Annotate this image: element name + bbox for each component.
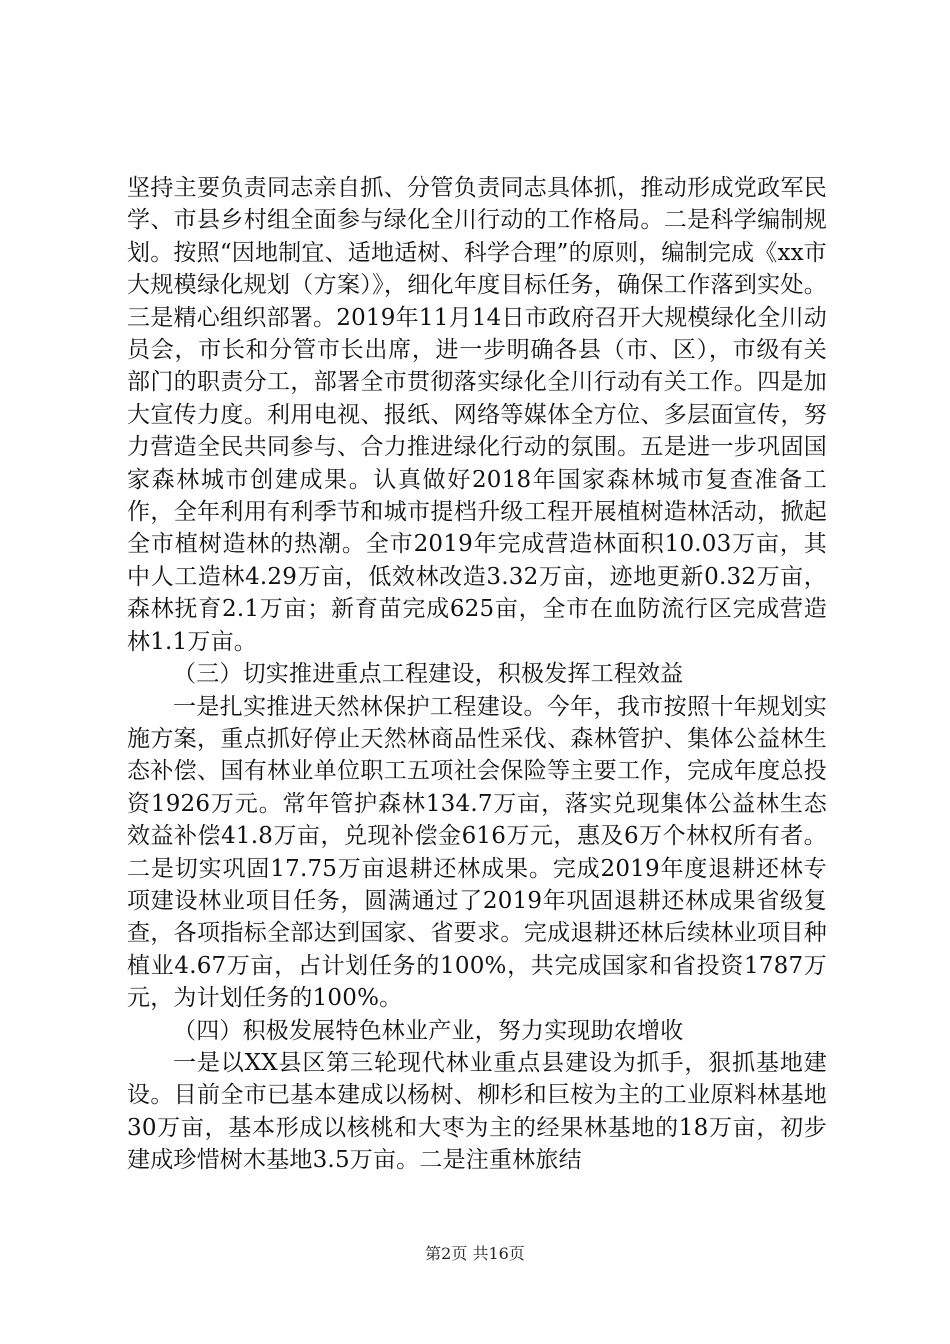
- section-heading-3: （三）切实推进重点工程建设，积极发挥工程效益: [173, 661, 684, 688]
- paragraph-2: 一是扎实推进天然林保护工程建设。今年，我市按照十年规划实施方案，重点抓好停止天然林商品性采伐、森林管护、集体公益林生态补偿、国有林业单位职工五项社会保险等主要工作，完成年度总投资1926万元。常年管护森林134.7万亩，落实兑现集体公益林生态效益补偿41.8万亩，兑现补偿金616万元，惠及6万个林权所有者。二是切实巩固17.75万亩退耕还林成果。完成2019年度退耕还林专项建设林业项目任务，圆满通过了2019年巩固退耕还林成果省级复查，各项指标全部达到国家、省要求。完成退耕还林后续林业项目种植业4.67万亩，占计划任务的100%，共完成国家和省投资1787万元，为计划任务的100%。: [127, 693, 827, 1012]
- document-body: [127, 172, 827, 1177]
- paragraph-1: 坚持主要负责同志亲自抓、分管负责同志具体抓，推动形成党政军民学、市县乡村组全面参与绿化全川行动的工作格局。二是科学编制规划。按照“因地制宜、适地适树、科学合理”的原则，编制完成《xx市大规模绿化规划（方案）》，细化年度目标任务，确保工作落到实处。三是精心组织部署。2019年11月14日市政府召开大规模绿化全川动员会，市长和分管市长出席，进一步明确各县（市、区），市级有关部门的职责分工，部署全市贯彻落实绿化全川行动有关工作。四是加大宣传力度。利用电视、报纸、网络等媒体全方位、多层面宣传，努力营造全民共同参与、合力推进绿化行动的氛围。五是进一步巩固国家森林城市创建成果。认真做好2018年国家森林城市复查准备工作，全年利用有利季节和城市提档升级工程开展植树造林活动，掀起全市植树造林的热潮。全市2019年完成营造林面积10.03万亩，其中人工造林4.29万亩，低效林改造3.32万亩，迹地更新0.32万亩，森林抚育2.1万亩；新育苗完成625亩，全市在血防流行区完成营造林1.1万亩。: [127, 175, 827, 655]
- paragraph-3: 一是以XX县区第三轮现代林业重点县建设为抓手，狠抓基地建设。目前全市已基本建成以杨树、柳杉和巨桉为主的工业原料林基地30万亩，基本形成以核桃和大枣为主的经果林基地的18万亩，初步建成珍惜树木基地3.5万亩。二是注重林旅结: [127, 1049, 827, 1174]
- page-footer: 第2页 共16页: [425, 1244, 525, 1263]
- section-heading-4: （四）积极发展特色林业产业，努力实现助农增收: [173, 1017, 684, 1044]
